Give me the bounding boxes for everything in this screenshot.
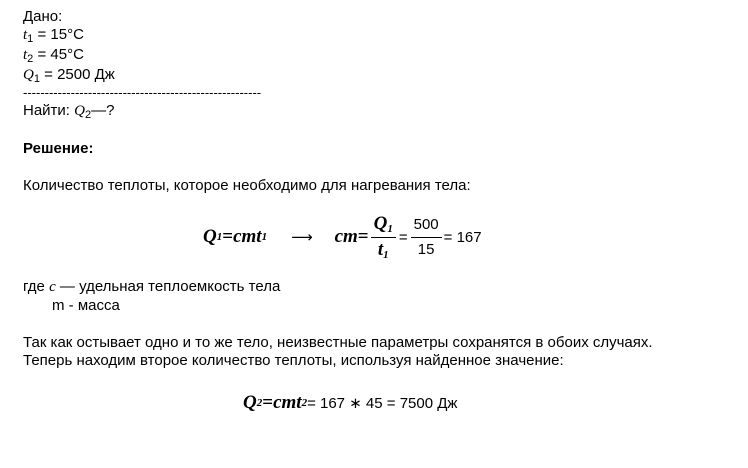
where-symbol: c <box>49 279 56 295</box>
where-prefix: где <box>23 278 50 295</box>
frac1-num-subscript: 1 <box>387 222 393 235</box>
formula1-equals-2: = <box>357 226 369 247</box>
find-symbol: Q <box>74 103 85 119</box>
t2-value: = 45°C <box>33 46 84 63</box>
formula1-lhs-symbol: Q <box>203 226 217 247</box>
formula-2: Q 2 = cmt 2 = 167 ∗ 45 = 7500 Дж <box>243 392 458 413</box>
formula2-result: = 167 ∗ 45 = 7500 Дж <box>307 395 458 412</box>
t1-value: = 15°C <box>33 26 84 43</box>
formula2-rhs-main: cmt <box>273 392 302 413</box>
find-label: Найти: <box>23 102 75 119</box>
fraction-q1-over-t1 <box>371 214 396 261</box>
paragraph-2: Теперь находим второе количество теплоты, используя найденное значение: <box>23 352 564 369</box>
formula2-equals: = <box>262 392 274 413</box>
given-t2 <box>23 46 84 64</box>
find-subscript: 2 <box>84 109 92 121</box>
t1-subscript: 1 <box>27 33 34 45</box>
solution-heading: Решение: <box>23 140 94 157</box>
frac2-denominator: 15 <box>417 240 435 258</box>
frac1-den-symbol: t <box>377 238 384 260</box>
formula-1: Q 1 = cmt 1 ⟶ cm = $\frac{Q_1}{t_1}$ = $\frac{500}{15}$ = 167 <box>203 212 482 261</box>
frac1-den-subscript: 1 <box>383 248 389 261</box>
paragraph-1: Так как остывает одно и то же тело, неизвестные параметры сохранятся в обоих случаях. <box>23 334 653 351</box>
t2-symbol: t <box>23 47 28 63</box>
fraction-500-over-15 <box>411 215 442 260</box>
q1-subscript: 1 <box>33 73 40 85</box>
solution-intro: Количество теплоты, которое необходимо для нагревания тела: <box>23 177 471 194</box>
frac2-numerator: 500 <box>411 215 442 238</box>
where-line <box>23 278 280 296</box>
q1-value: = 2500 Дж <box>39 66 115 83</box>
t2-subscript: 2 <box>27 53 34 65</box>
separator-line: ------------------------------------------------------- <box>23 85 262 100</box>
q1-symbol: Q <box>23 67 34 83</box>
frac1-num-symbol: Q <box>373 212 388 234</box>
find-line <box>23 102 114 120</box>
given-t1 <box>23 26 84 44</box>
t1-symbol: t <box>23 27 28 43</box>
where-rest: — удельная теплоемкость тела <box>55 278 281 295</box>
formula2-lhs-symbol: Q <box>243 392 257 413</box>
mass-line: m - масса <box>52 297 120 314</box>
formula1-result: = 167 <box>443 228 482 246</box>
formula1-cm: cm <box>334 226 358 247</box>
formula1-equals: = <box>222 226 234 247</box>
arrow-icon: ⟶ <box>291 229 313 246</box>
formula1-rhs-main: cmt <box>233 226 262 247</box>
given-heading: Дано: <box>23 8 63 25</box>
find-question: —? <box>91 102 115 119</box>
given-q1 <box>23 66 115 84</box>
